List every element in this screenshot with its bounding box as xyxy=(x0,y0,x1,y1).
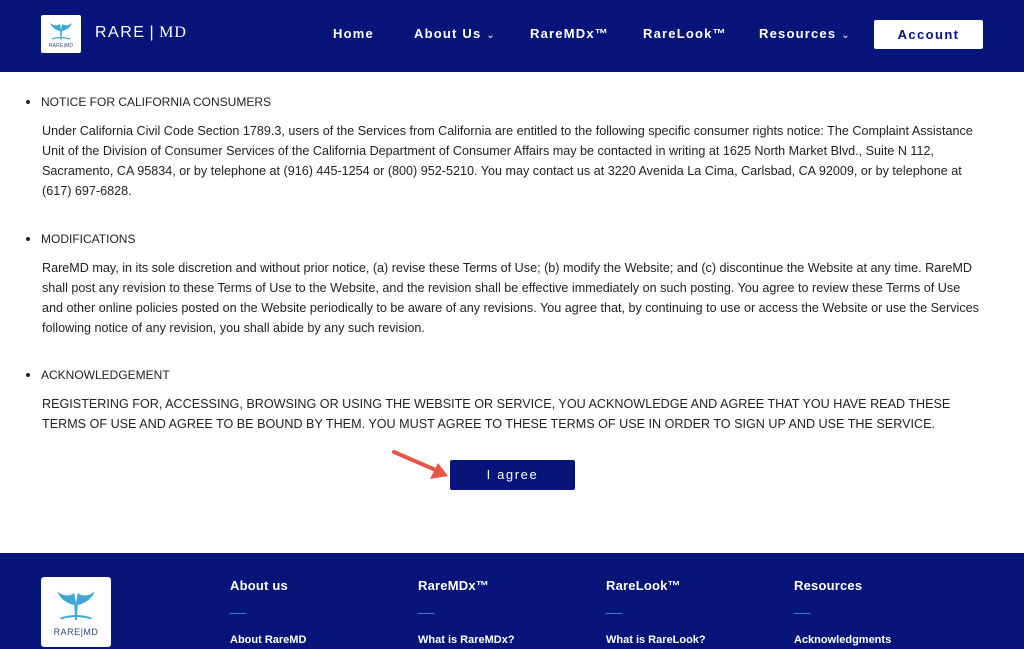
section-heading-row xyxy=(26,366,982,384)
site-header xyxy=(0,0,1024,72)
footer-divider xyxy=(230,613,246,614)
nav-resources-label: Resources xyxy=(759,26,837,41)
section-heading: ACKNOWLEDGEMENT xyxy=(41,368,170,382)
nav-home[interactable]: Home xyxy=(333,26,374,41)
agree-button[interactable]: I agree xyxy=(450,460,575,490)
footer-column-resources xyxy=(794,578,891,646)
section-body: RareMD may, in its sole discretion and without prior notice, (a) revise these Terms of Use; (b) modify the Website; and (c) discontinue the Website at any time. RareMD shall post any revision to these Terms of Use to the Website, and the revision shall be effective immediately on such posting. You agree to review these Terms of Use and other online policies posted on the Website periodically to be aware of any revisions. You agree that, by continuing to use or access the Website or use the Services following notice of any revision, you shall abide by any such revision. xyxy=(42,261,979,335)
footer-column-title: RareMDx™ xyxy=(418,578,489,593)
chevron-down-icon: ⌄ xyxy=(486,30,496,41)
section-acknowledgement xyxy=(26,366,982,434)
section-heading: NOTICE FOR CALIFORNIA CONSUMERS xyxy=(41,95,272,109)
nav-raremdx[interactable]: RareMDx™ xyxy=(530,26,609,41)
brand-wordmark[interactable] xyxy=(95,24,187,42)
whale-tail-icon xyxy=(54,585,98,625)
pointer-arrow-icon xyxy=(390,446,452,486)
section-heading: MODIFICATIONS xyxy=(41,232,136,246)
section-body: Under California Civil Code Section 1789.3, users of the Services from California are entitled to the following specific consumer rights notice: The Complaint Assistance Unit of the Division of Consumer Services of the California Department of Consumer Affairs may be contacted in writing at 1625 North Market Blvd., Suite N 112, Sacramento, CA 95834, or by telephone at (916) 445-1254 or (800) 952-5210. You may contact us at 3220 Avenida La Cima, Carlsbad, CA 92009, or by telephone at (617) 697-6828. xyxy=(42,124,973,198)
account-button[interactable]: Account xyxy=(874,20,983,49)
nav-rarelook[interactable]: RareLook™ xyxy=(643,26,727,41)
footer-column-title: RareLook™ xyxy=(606,578,681,593)
section-heading-row xyxy=(26,230,982,248)
bullet-icon xyxy=(26,237,30,241)
logo-mini-text: RARE|MD xyxy=(48,42,74,49)
section-modifications xyxy=(26,230,982,338)
footer-column-rarelook xyxy=(606,578,706,646)
footer-column-about xyxy=(230,578,306,646)
site-footer xyxy=(0,553,1024,649)
section-heading-row xyxy=(26,93,982,111)
bullet-icon xyxy=(26,373,30,377)
footer-column-title: About us xyxy=(230,578,288,593)
footer-link-acknowledgments[interactable]: Acknowledgments xyxy=(794,634,892,646)
nav-resources[interactable] xyxy=(759,26,851,41)
nav-about-us-label: About Us xyxy=(414,26,482,41)
bullet-icon xyxy=(26,100,30,104)
footer-divider xyxy=(606,613,622,614)
brand-right: MD xyxy=(159,24,187,41)
footer-link-about-raremd[interactable]: About RareMD xyxy=(230,634,307,646)
footer-link-what-is-rarelook[interactable]: What is RareLook? xyxy=(606,634,706,646)
whale-tail-icon xyxy=(48,20,74,42)
footer-divider xyxy=(794,613,810,614)
footer-divider xyxy=(418,613,434,614)
footer-logo-text: RARE|MD xyxy=(53,627,99,637)
brand-separator: | xyxy=(149,24,156,41)
section-body: REGISTERING FOR, ACCESSING, BROWSING OR USING THE WEBSITE OR SERVICE, YOU ACKNOWLEDGE AND AGREE THAT YOU HAVE READ THESE TERMS OF USE AND AGREE TO BE BOUND BY THEM. YOU MUST AGREE TO THESE TERMS OF USE IN ORDER TO SIGN UP AND USE THE SERVICE. xyxy=(42,397,951,431)
chevron-down-icon: ⌄ xyxy=(841,30,851,41)
logo[interactable] xyxy=(41,15,81,53)
brand-left: RARE xyxy=(95,24,146,41)
footer-column-title: Resources xyxy=(794,578,863,593)
footer-column-raremdx xyxy=(418,578,515,646)
footer-link-what-is-raremdx[interactable]: What is RareMDx? xyxy=(418,634,515,646)
section-california-notice xyxy=(26,93,982,201)
nav-about-us[interactable] xyxy=(414,26,496,41)
footer-logo[interactable] xyxy=(41,577,111,647)
